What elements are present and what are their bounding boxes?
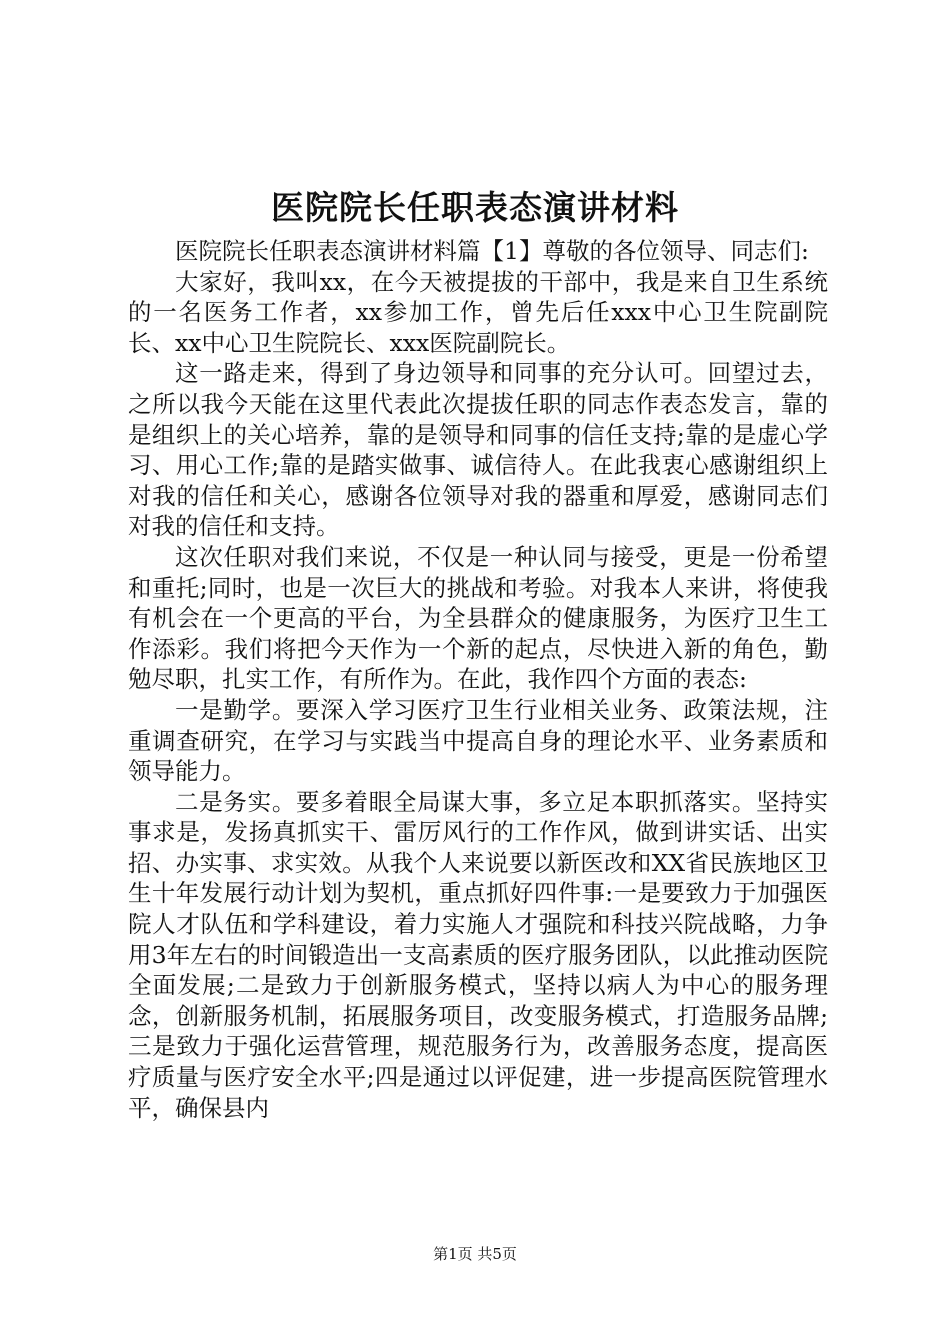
paragraph-point-study: 一是勤学。要深入学习医疗卫生行业相关业务、政策法规，注重调查研究，在学习与实践当中提高自身的理论水平、业务素质和领导能力。	[128, 695, 828, 786]
paragraph-point-practical: 二是务实。要多着眼全局谋大事，多立足本职抓落实。坚持实事求是，发扬真抓实干、雷厉风行的工作作风，做到讲实话、出实招、办实事、求实效。从我个人来说要以新医改和XX省民族地区卫生十年发展行动计划为契机，重点抓好四件事:一是要致力于加强医院人才队伍和学科建设，着力实施人才强院和科技兴院战略，力争用3年左右的时间锻造出一支高素质的医疗服务团队，以此推动医院全面发展;二是致力于创新服务模式，坚持以病人为中心的服务理念，创新服务机制，拓展服务项目，改变服务模式，打造服务品牌;三是致力于强化运营管理，规范服务行为，改善服务态度，提高医疗质量与医疗安全水平;四是通过以评促建，进一步提高医院管理水平，确保县内	[128, 787, 828, 1122]
page-number-footer: 第1页 共5页	[433, 1245, 517, 1263]
paragraph-commitment: 这次任职对我们来说，不仅是一种认同与接受，更是一份希望和重托;同时，也是一次巨大的挑战和考验。对我本人来讲，将使我有机会在一个更高的平台，为全县群众的健康服务，为医疗卫生工作添彩。我们将把今天作为一个新的起点，尽快进入新的角色，勤勉尽职，扎实工作，有所作为。在此，我作四个方面的表态:	[128, 542, 828, 694]
document-body	[128, 236, 828, 1123]
paragraph-gratitude: 这一路走来，得到了身边领导和同事的充分认可。回望过去，之所以我今天能在这里代表此次提拔任职的同志作表态发言，靠的是组织上的关心培养，靠的是领导和同事的信任支持;靠的是虚心学习、用心工作;靠的是踏实做事、诚信待人。在此我衷心感谢组织上对我的信任和关心，感谢各位领导对我的器重和厚爱，感谢同志们对我的信任和支持。	[128, 359, 828, 541]
paragraph-greeting: 医院院长任职表态演讲材料篇【1】尊敬的各位领导、同志们:	[175, 237, 809, 265]
paragraph-introduction: 大家好，我叫xx，在今天被提拔的干部中，我是来自卫生系统的一名医务工作者，xx参加工作，曾先后任xxx中心卫生院副院长、xx中心卫生院院长、xxx医院副院长。	[128, 267, 828, 357]
document-title: 医院院长任职表态演讲材料	[271, 188, 679, 227]
